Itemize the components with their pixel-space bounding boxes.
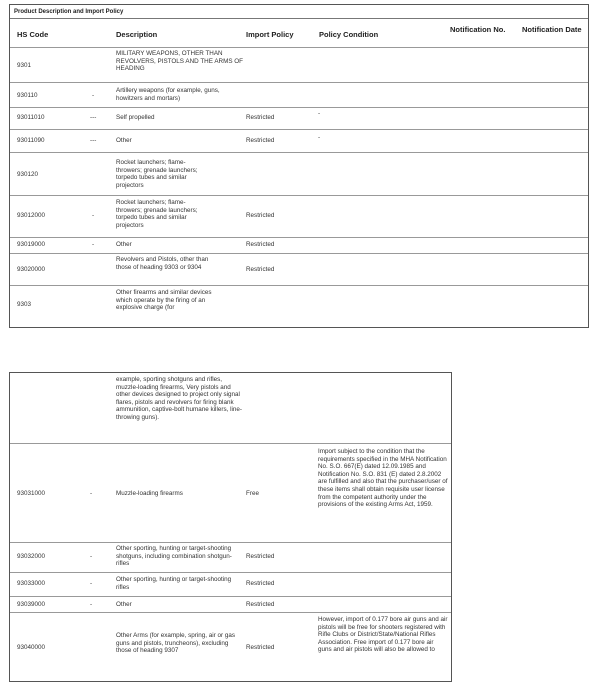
level-dash: - [92, 241, 95, 248]
hs-code-cell: 93011010 [17, 114, 45, 121]
hs-code-cell: 9303 [17, 301, 32, 308]
description-cell: Rocket launchers; flame-throwers; grenade launchers; torpedo tubes and similar projectors [116, 159, 198, 189]
description-cell: MILITARY WEAPONS, OTHER THAN REVOLVERS, PISTOLS AND THE ARMS OF HEADING [116, 50, 244, 73]
row-divider [10, 443, 451, 444]
import-policy-cell: Restricted [246, 241, 275, 248]
level-dash: - [92, 212, 95, 219]
header-notification-date: Notification Date [522, 25, 582, 34]
import-policy-cell: Restricted [246, 553, 275, 560]
hs-code-cell: 93031000 [17, 490, 46, 497]
hs-code-cell: 930120 [17, 171, 39, 178]
level-dash: --- [90, 137, 97, 144]
level-dash: --- [90, 114, 97, 121]
import-policy-cell: Restricted [246, 137, 275, 144]
level-dash: - [92, 92, 95, 99]
description-cell: Other [116, 137, 132, 144]
import-policy-cell: Restricted [246, 266, 275, 273]
hs-code-cell: 93040000 [17, 644, 46, 651]
row-divider [10, 195, 588, 196]
level-dash: - [90, 553, 93, 560]
description-cell: Rocket launchers; flame-throwers; grenade launchers; torpedo tubes and similar projectors [116, 199, 198, 229]
description-cell: Self propelled [116, 114, 155, 121]
description-cell: Artillery weapons (for example, guns, howitzers and mortars) [116, 87, 220, 102]
description-cell: Other Arms (for example, spring, air or gas guns and pistols, truncheons), excluding those of heading 9307 [116, 632, 235, 655]
description-cell: Muzzle-loading firearms [116, 490, 183, 497]
hs-code-cell: 93032000 [17, 553, 46, 560]
policy-condition-cell: - [318, 134, 321, 141]
description-cell: Other sporting, hunting or target-shooting shotguns, including combination shotgun-rifles [116, 545, 232, 568]
hs-code-cell: 930110 [17, 92, 38, 99]
row-divider [10, 285, 588, 286]
import-policy-cell: Restricted [246, 212, 275, 219]
document-page-2 [9, 372, 452, 682]
description-cell: Other [116, 601, 132, 608]
row-divider [10, 572, 451, 573]
header-description: Description [116, 30, 158, 39]
header-notification-no: Notification No. [450, 25, 506, 34]
row-divider [10, 47, 588, 48]
description-cell: example, sporting shotguns and rifles, muzzle-loading firearms, Very pistols and other devices designed to project only signal flares, pistols and revolvers for firing blank ammunition, captive-bolt humane killers, line-throwing guns). [116, 376, 242, 421]
row-divider [10, 129, 588, 130]
description-cell: Other firearms and similar devices which operate by the firing of an explosive charge (for [116, 289, 212, 312]
header-policy-condition: Policy Condition [319, 30, 379, 39]
description-cell: Other sporting, hunting or target-shooting rifles [116, 576, 232, 591]
policy-condition-cell: - [318, 110, 321, 117]
hs-code-cell: 93019000 [17, 241, 46, 248]
row-divider [10, 82, 588, 83]
description-cell: Other [116, 241, 132, 248]
hs-code-cell: 93020000 [17, 266, 46, 273]
header-hs-code: HS Code [17, 30, 49, 39]
row-divider [10, 107, 588, 108]
level-dash: - [90, 490, 93, 497]
hs-code-cell: 93012000 [17, 212, 46, 219]
import-policy-cell: Restricted [246, 644, 275, 651]
level-dash: - [90, 601, 93, 608]
description-cell: Revolvers and Pistols, other than those of heading 9303 or 9304 [116, 256, 209, 271]
import-policy-cell: Restricted [246, 601, 275, 608]
row-divider [10, 612, 451, 613]
page-title: Product Description and Import Policy [10, 5, 588, 19]
level-dash: - [90, 580, 93, 587]
document-page-1 [9, 4, 589, 328]
policy-condition-cell: Import subject to the condition that the requirements specified in the MHA Notification No. S.O. 667(E) dated 12.09.1985 and Notification No. S.O. 831 (E) dated 2.8.2002 are fulfilled and also that the purchaser/user of these items shall obtain requisite user license from the competent authority under the provisions of the existing Arms Act, 1959. [318, 448, 448, 509]
hs-code-cell: 93033000 [17, 580, 46, 587]
policy-condition-cell: However, import of 0.177 bore air guns and air pistols will be free for shooters registered with Rifle Clubs or District/State/National Rifles Association. Free import of 0.177 bore air guns and air pistols will also be allowed to [318, 616, 448, 654]
hs-code-cell: 93039000 [17, 601, 46, 608]
hs-code-cell: 93011090 [17, 137, 45, 144]
import-policy-cell: Free [246, 490, 259, 497]
row-divider [10, 253, 588, 254]
import-policy-cell: Restricted [246, 114, 275, 121]
row-divider [10, 237, 588, 238]
hs-code-cell: 9301 [17, 62, 32, 69]
row-divider [10, 596, 451, 597]
header-import-policy: Import Policy [246, 30, 294, 39]
row-divider [10, 542, 451, 543]
import-policy-cell: Restricted [246, 580, 275, 587]
row-divider [10, 152, 588, 153]
